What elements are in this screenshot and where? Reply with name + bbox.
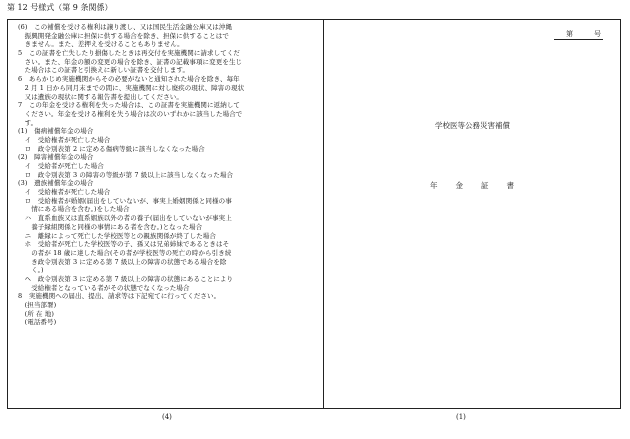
left-page-number: (4)	[162, 413, 172, 421]
left-page-text	[18, 23, 316, 327]
form-title: 第 12 号様式（第 9 条関係）	[7, 3, 113, 12]
text-line: イ 受給者が死亡した場合	[18, 162, 104, 170]
text-line: 2 月 1 日から同月末までの間に、実施機関に対し廃疾の現状、障害の現状	[18, 83, 245, 92]
certificate-title: 年 金 証 書	[430, 181, 515, 190]
text-line: イ 受給権者が死亡した場合	[18, 188, 111, 197]
text-line: ください。年金を受ける権利を失う場合は次のいずれかに該当した場合で	[18, 109, 243, 118]
text-line: 7 この年金を受ける権利を失った場合は、この証書を実施機関に返納して	[18, 101, 241, 110]
text-line: た場合はこの証書と引換えに新しい証書を交付します。	[18, 66, 190, 75]
text-line: さい。また、年金の額の変更の場合を除き、証書の記載事項に変更を生じ	[18, 57, 243, 66]
text-line: 情にある場合を含む。)をした場合	[18, 205, 130, 214]
text-line: ロ 政令別表第 2 に定める傷病等級に該当しなくなった場合	[18, 144, 205, 153]
text-line: 8 実施機関への届出、提出、請求等は下記宛てに行ってください。	[18, 292, 221, 301]
text-line: (担当部署)	[18, 301, 57, 309]
text-line: 5 この証書を亡失したり損傷したときは再交付を実施機関に請求してくだ	[18, 49, 241, 58]
text-line: イ 受給権者が死亡した場合	[18, 135, 111, 144]
right-page-number: (1)	[456, 413, 466, 421]
right-page	[324, 20, 621, 408]
text-line: 又は遺族の現状に関する報告書を提出してください。	[18, 92, 183, 101]
certificate-number-label	[554, 29, 603, 39]
institution-title: 学校医等公務災害補償	[435, 121, 510, 130]
text-line: ホ 受給者が死亡した学校医等の子、孫又は兄弟姉妹であるときはそ	[18, 240, 230, 249]
text-line: ハ 直系血族又は直系姻族以外の者の養子(届出をしていないが事実上	[18, 214, 232, 223]
text-line: の者が 18 歳に達した場合(その者が学校医等の死亡の時から引き続	[18, 248, 232, 257]
text-line: く。)	[18, 266, 44, 275]
text-line: ニ 離縁によって死亡した学校医等との親族関係が終了した場合	[18, 231, 216, 240]
text-line: (2) 障害補償年金の場合	[18, 153, 94, 162]
text-line: 受給権者となっている者がその状態でなくなった場合	[18, 283, 190, 292]
text-line: (6) この補償を受ける権利は譲り渡し、又は国民生活金融公庫又は沖縄	[18, 23, 233, 31]
text-line: き政令別表第 3 に定める第 7 級以上の障害の状態である場合を除	[18, 257, 227, 266]
text-line: (所 在 地)	[18, 309, 55, 318]
text-line: (1) 傷病補償年金の場合	[18, 127, 94, 136]
text-line: す。	[18, 118, 38, 127]
text-line: 振興開発金融公庫に担保に供する場合を除き、担保に供することはで	[18, 31, 229, 40]
text-line: 6 あらかじめ実施機関からその必要がないと通知された場合を除き、毎年	[18, 75, 240, 84]
text-line: 養子縁組関係と同様の事情にある者を含む。)となった場合	[18, 222, 203, 231]
text-line: ロ 政令別表第 3 の障害の等級が第 7 級以上に該当しなくなった場合	[18, 170, 234, 179]
certificate-frame	[7, 19, 621, 409]
certificate-number-text: 第 号	[554, 30, 603, 40]
text-line: (3) 遺族補償年金の場合	[18, 179, 94, 188]
text-line: ヘ 政令別表第 3 に定める第 7 級以上の障害の状態にあることにより	[18, 274, 234, 283]
text-line: (電話番号)	[18, 318, 57, 327]
text-line: きません。また、差押えを受けることもありません。	[18, 40, 184, 49]
text-line: ロ 受給権者が婚姻(届出をしていないが、事実上婚姻関係と同様の事	[18, 196, 232, 205]
